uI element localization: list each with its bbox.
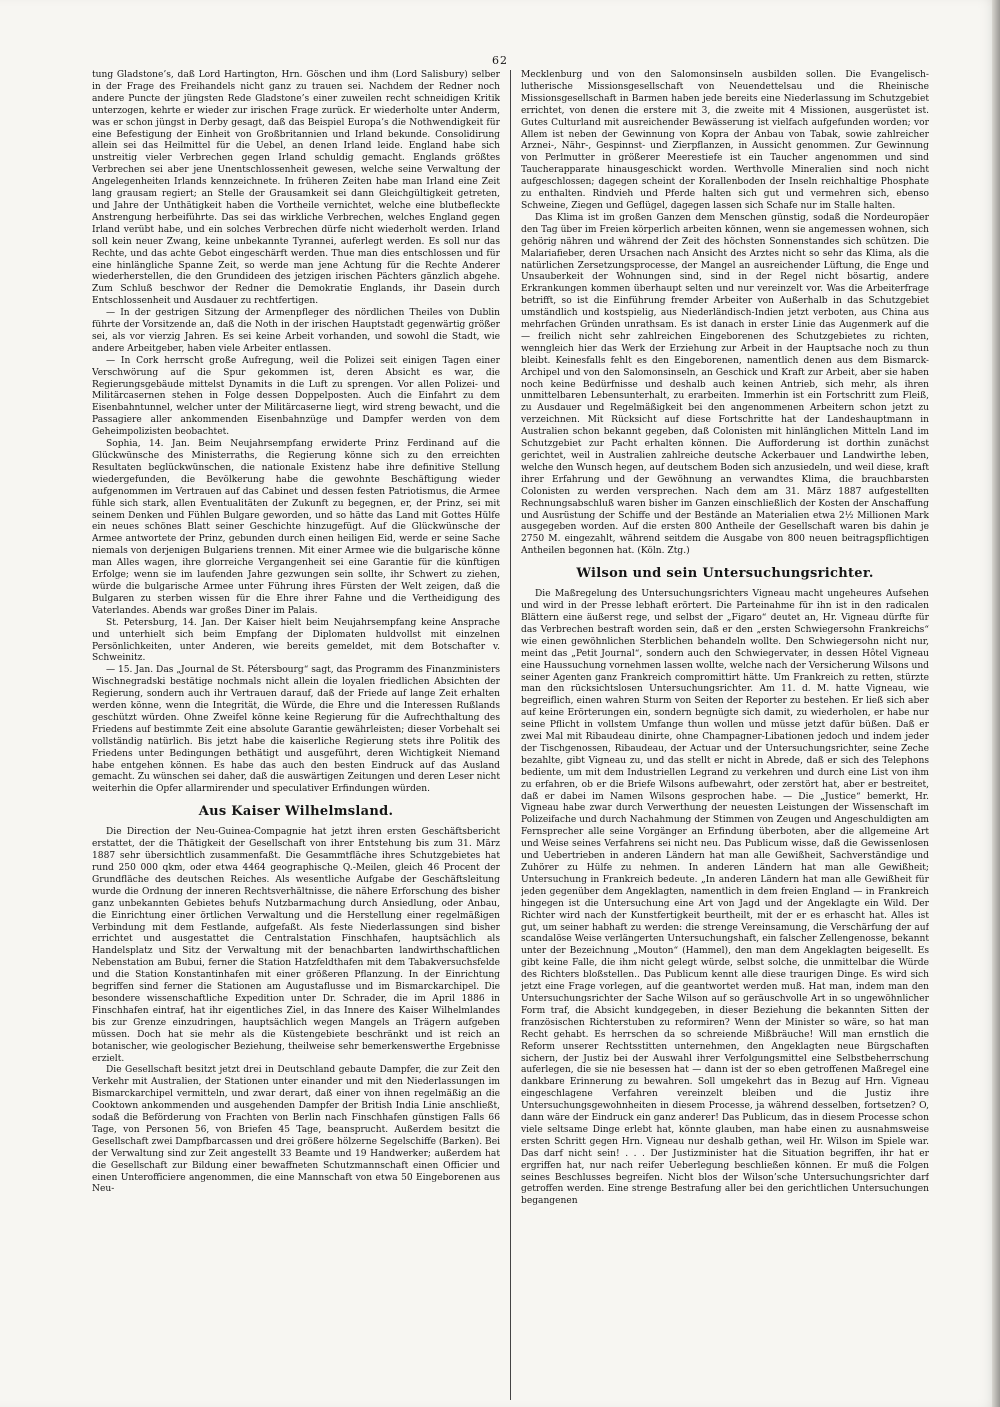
article-paragraph: Die Gesellschaft besitzt jetzt drei in Deutschland gebaute Dampfer, die zur Zeit den Verkehr mit Australien, der Stationen unter einander und mit den Niederlassungen im Bismarckarchipel vermitteln, und zwar derart, daß einer von ihnen regelmäßig an die Cooktown ankommenden und ausgehenden Dampfer der British India Linie anschließt, sodaß die Beförderung von Frachten von Berlin nach Finschhafen günstigen Falls 66 Tage, von Personen 56, von Briefen 45 Tage, beansprucht. Außerdem besitzt die Gesellschaft zwei Dampfbarcassen und drei größere hölzerne Segelschiffe (Barken). Bei der Verwaltung sind zur Zeit angestellt 33 Beamte und 19 Handwerker; außerdem hat die Gesellschaft zur Bildung einer bewaffneten Schutzmannschaft einen Officier und einen Unterofficiere angenommen, die eine Mannschaft von etwa 50 Eingeborenen aus Neu- [92, 1065, 500, 1195]
page-number: 62 [492, 54, 508, 67]
article-paragraph: tung Gladstone’s, daß Lord Hartington, Hrn. Göschen und ihm (Lord Salisbury) selber in der Frage des Freihandels nicht ganz zu trauen sei. Nachdem der Redner noch andere Puncte der jüngsten Rede Gladstone’s einer zuweilen recht schneidigen Kritik unterzogen, kehrte er wieder zur irischen Frage zurück. Er wiederholte unter Anderm, was er schon jüngst in Derby gesagt, daß das Beispiel Europa’s die Nothwendigkeit für eine Befestigung der Einheit von Großbritannien und Irland bekunde. Consolidirung allein sei das Heilmittel für die Uebel, an denen Irland leide. England habe sich unstreitig vieler Verbrechen gegen Irland schuldig gemacht. Englands größtes Verbrechen sei aber jene Unentschlossenheit gewesen, welche seine Verwaltung der Angelegenheiten Irlands kennzeichnete. In früheren Zeiten habe man Irland eine Zeit lang grausam regiert; an Stelle der Grausamkeit sei dann Gleichgültigkeit getreten, und Jahre der Unthätigkeit haben die Vortheile vernichtet, welche eine blutbefleckte Anstrengung herbeiführte. Das sei das wirkliche Verbrechen, welches England gegen Irland verübt habe, und ein solches Verbrechen dürfe nicht wiederholt werden. Irland soll kein neuer Zwang, keine unbekannte Tyrannei, auferlegt werden. Es soll nur das Rechte, und das achte Gebot eingeschärft werden. Thue man dies entschlossen und für eine hinlängliche Spanne Zeit, so werde man jene Achtung für die Rechte Anderer wiederherstellen, die den Grundideen des jetzigen irischen Pächters gänzlich abgehe. Zum Schluß beschwor der Redner die Demokratie Englands, ihr Dasein durch Entschlossenheit und Ausdauer zu rechtfertigen. [92, 70, 500, 307]
article-paragraph: St. Petersburg, 14. Jan. Der Kaiser hielt beim Neujahrsempfang keine Ansprache und unterhielt sich beim Empfang der Diplomaten huldvollst mit einzelnen Persönlichkeiten, unter Anderen, wie bereits gemeldet, mit dem Botschafter v. Schweinitz. [92, 617, 500, 664]
article-paragraph: — 15. Jan. Das „Journal de St. Pétersbourg“ sagt, das Programm des Finanzministers Wischnegradski bestätige nochmals nicht allein die loyalen friedlichen Absichten der Regierung, sondern auch ihr Vertrauen darauf, daß der Friede auf lange Zeit erhalten werden könne, wenn die Integrität, die Würde, die Ehre und die Interessen Rußlands geschützt würden. Ohne Zweifel könne keine Regierung für die Aufrechthaltung des Friedens auf bestimmte Zeit eine absolute Garantie gewährleisten; dieser Vorbehalt sei vollständig natürlich. Bis jetzt habe die kaiserliche Regierung stets ihre Politik des Friedens unter Bedingungen bethätigt und ausgeführt, deren Wichtigkeit Niemand habe entgehen können. Es habe das auch den besten Eindruck auf das Ausland gemacht. Zu wünschen sei daher, daß die auswärtigen Zeitungen und deren Leser nicht weiterhin die Opfer allarmirender und speculativer Erfindungen würden. [92, 665, 500, 795]
column-divider [510, 70, 511, 1400]
article-paragraph: — In der gestrigen Sitzung der Armenpfleger des nördlichen Theiles von Dublin führte der Vorsitzende an, daß die Noth in der irischen Hauptstadt gegenwärtig größer sei, als vor vierzig Jahren. Es sei keine Arbeit vorhanden, und sowohl die Stadt, wie andere Arbeitgeber, haben viele Arbeiter entlassen. [92, 308, 500, 354]
article-paragraph: Die Maßregelung des Untersuchungsrichters Vigneau macht ungeheures Aufsehen und wird in der Presse lebhaft erörtert. Die Parteinahme für ihn ist in den radicalen Blättern eine äußerst rege, und selbst der „Figaro“ deutet an, Hr. Vigneau dürfte für das Verbrechen bestraft worden sein, daß er den „ersten Schwiegersohn Frankreichs“ wie einen gewöhnlichen Sterblichen behandeln wollte. Den Schwiegersohn nicht nur, meint das „Petit Journal“, sondern auch den Schwiegervater, in dessen Hôtel Vigneau eine Haussuchung vornehmen lassen wollte, welche nach der Versicherung Wilsons und seiner Agenten ganz Frankreich compromittirt hätte. Um Frankreich zu retten, stürzte man den rücksichtslosen Untersuchungsrichter. Am 11. d. M. hatte Vigneau, wie begreiflich, einen wahren Sturm von Seiten der Reporter zu bestehen. Er ließ sich aber auf keine Erörterungen ein, sondern begnügte sich damit, zu wiederholen, er habe nur seine Pflicht in vollstem Umfange thun wollen und müsse jetzt dafür büßen. Daß er zwei Mal mit Ribaudeau dinirte, ohne Champagner-Libationen jedoch und indem jeder der Tischgenossen, Ribaudeau, der Actuar und der Untersuchungsrichter, seine Zeche bezahlte, gibt Vigneau zu, und das stellt er nicht in Abrede, daß er sich des Telephons bediente, um mit dem Industriellen Legrand zu verkehren und durch eine List von ihm zu erfahren, ob er die Briefe Wilsons aufbewahrt, oder zerstört hat, aber er bestreitet, daß er dabei im Namen Wilsons gesprochen habe. — Die „Justice“ bemerkt, Hr. Vigneau habe zwar durch Verwerthung der neuesten Leistungen der Wissenschaft im Polizeifache und durch Nachahmung der Stimmen von Zeugen und Angeschuldigten am Fernsprecher alle seine Vorgänger an Erfindung überboten, aber die allgemeine Art und Weise seines Verfahrens sei nicht neu. Das Publicum wisse, daß die Gewissenlosen und Uebertrieben in anderen Ländern hat man alle Gewißheit, Sachverständige und Zuhörer zu Hülfe zu nehmen. In anderen Ländern hat man alle Gewißheit; Untersuchung in Frankreich bedeute. „In anderen Ländern hat man alle Gewißheit für jeden gegenüber dem Angeklagten, namentlich in dem freien England — in Frankreich hingegen ist die Untersuchung eine Art von Jagd und der Angeklagte ein Wild. Der Richter wird nach der Kunstfertigkeit beurtheilt, mit der er es erhascht hat. Alles ist gut, um seiner habhaft zu werden: die strenge Vereinsamung, die Verschärfung der auf scandalöse Weise verlängerten Untersuchungshaft, ein falscher Zellengenosse, bekannt unter der Bezeichnung „Mouton“ (Hammel), den man dem Angeklagten beigesellt. Es gibt keine Falle, die ihm nicht gelegt würde, selbst solche, die unmittelbar die Würde des Richters bloßstellen.. Das Publicum kennt alle diese traurigen Dinge. Es wird sich jetzt eine Frage vorlegen, auf die geantwortet werden muß. Hat man, indem man den Untersuchungsrichter der Sache Wilson auf so geräuschvolle Art in so ungewöhnlicher Form traf, die Absicht kundgegeben, in dieser Beziehung die bekannten Sitten der französischen Richterstuben zu reformiren? Wenn der Minister so wäre, so hat man Recht gehabt. Es herrschen da so schreiende Mißbräuche! Will man ernstlich die Reform unserer Rechtsstitten unternehmen, den Angeklagten neue Bürgschaften sichern, der Justiz bei der Auswahl ihrer Verfolgungsmittel eine Selbstbeherrschung auferlegen, die sie nie besessen hat — dann ist der so eben getroffenen Maßregel eine dankbare Erinnerung zu bewahren. Soll umgekehrt das in Bezug auf Hrn. Vigneau eingeschlagene Verfahren vereinzelt bleiben und die Justiz ihre Untersuchungsgewohnheiten in diesem Processe, ja während desselben, fortsetzen? O, dann wäre der Eindruck ein ganz anderer! Das Publicum, das in diesem Processe schon viele seltsame Dinge erlebt hat, könnte glauben, man habe einen zu ausnahmsweise ersten Schritt gegen Hrn. Vigneau nur deshalb gethan, weil Hr. Wilson im Spiele war. Das darf nicht sein! . . . Der Justizminister hat die Situation begriffen, ihr hat er ergriffen hat, nur nach reifer Ueberlegung beschließen können. Er muß die Folgen seines Beschlusses begreifen. Nicht blos der Wilson’sche Untersuchungsrichter darf getroffen werden. Eine strenge Bestrafung aller bei den gerichtlichen Untersuchungen begangenen [521, 589, 929, 1207]
article-paragraph: Sophia, 14. Jan. Beim Neujahrsempfang erwiderte Prinz Ferdinand auf die Glückwünsche des Ministerraths, die Regierung könne sich zu den erreichten Resultaten beglückwünschen, die nationale Existenz habe ihre definitive Stellung wiedergefunden, die Bevölkerung habe die gewohnte Beschäftigung wieder aufgenommen im Vertrauen auf das Cabinet und dessen festen Patriotismus, die Armee fühle sich stark, allen Eventualitäten der Zukunft zu begegnen, er, der Prinz, sei mit seinem Denken und Fühlen Bulgare geworden, und so hätte das Land mit Gottes Hülfe ein neues schönes Blatt seiner Geschichte hinzugefügt. Auf die Glückwünsche der Armee antwortete der Prinz, gebunden durch einen heiligen Eid, werde er seine Sache niemals von derjenigen Bulgariens trennen. Mit einer Armee wie die bulgarische könne man Alles wagen, ihre glorreiche Vergangenheit sei eine Garantie für die künftigen Erfolge; wenn sie im laufenden Jahre gezwungen sein sollte, ihr Schwert zu ziehen, würde die bulgarische Armee unter Führung ihres Fürsten der Welt zeigen, daß die Bulgaren zu sterben wissen für die Ehre ihrer Fahne und die Vertheidigung des Vaterlandes. Abends war großes Diner im Palais. [92, 439, 500, 616]
left-column [92, 70, 500, 1400]
article-paragraph: Die Direction der Neu-Guinea-Compagnie hat jetzt ihren ersten Geschäftsbericht erstattet, der die Thätigkeit der Gesellschaft von ihrer Entstehung bis zum 31. März 1887 sehr übersichtlich zusammenfaßt. Die Gesammtfläche ihres Schutzgebietes hat rund 250 000 qkm, oder etwa 4464 geographische Q.-Meilen, gleich 46 Procent der Grundfläche des deutschen Reiches. Als wesentliche Aufgabe der Geschäftsleitung wurde die Ordnung der inneren Rechtsverhältnisse, die nähere Erforschung des bisher ganz unbekannten Gebietes behufs Nutzbarmachung durch Ansiedlung, oder Anbau, die Einrichtung einer örtlichen Verwaltung und die Herstellung einer regelmäßigen Verbindung mit dem Festlande, aufgefaßt. Als feste Niederlassungen sind bisher errichtet und ausgestattet die Centralstation Finschhafen, hauptsächlich als Handelsplatz und Sitz der Verwaltung mit der benachbarten landwirthschaftlichen Nebenstation am Bubui, ferner die Station Hatzfeldthafen mit dem Tabakversuchsfelde und die Station Konstantinhafen mit einer größeren Pflanzung. In der Einrichtung begriffen sind ferner die Stationen am Augustaflusse und im Bismarckarchipel. Die besondere wissenschaftliche Expedition unter Dr. Schrader, die im April 1886 in Finschhafen eintraf, hat ihr eigentliches Ziel, in das Innere des Kaiser Wilhelmlandes bis zur Grenze einzudringen, hauptsächlich wegen Mangels an Trägern aufgeben müssen. Doch hat sie mehr als die Küstengebiete beschränkt und ist reich an botanischer, wie geologischer Beziehung, theilweise sehr bemerkenswerthe Ergebnisse erzielt. [92, 827, 500, 1064]
article-paragraph: — In Cork herrscht große Aufregung, weil die Polizei seit einigen Tagen einer Verschwörung auf die Spur gekommen ist, deren Absicht es war, die Regierungsgebäude mittelst Dynamits in die Luft zu sprengen. Vor allen Polizei- und Militärcasernen stehen in Folge dessen Doppelposten. Auch die Einfahrt zu dem Eisenbahntunnel, welcher unter der Militärcaserne liegt, wird streng bewacht, und die Passagiere aller ankommenden Eisenbahnzüge und Dampfer werden von dem Geheimpolizisten beobachtet. [92, 355, 500, 438]
section-headline: Aus Kaiser Wilhelmsland. [198, 804, 394, 820]
section-headline: Wilson und sein Untersuchungsrichter. [576, 566, 874, 582]
right-column [521, 70, 929, 1400]
article-paragraph: Mecklenburg und von den Salomonsinseln ausbilden sollen. Die Evangelisch-lutherische Missionsgesellschaft von Neuendettelsau und die Rheinische Missionsgesellschaft in Barmen haben jede bereits eine Niederlassung im Schutzgebiet errichtet, von denen die erstere mit 3, die zweite mit 4 Missionen, ausgerüstet ist. Gutes Culturland mit ausreichender Bewässerung ist vielfach aufgefunden worden; vor Allem ist neben der Gewinnung von Kopra der Anbau von Tabak, sowie zahlreicher Arznei-, Nähr-, Gespinnst- und Zierpflanzen, in Aussicht genommen. Zur Gewinnung von Perlmutter in größerer Meerestiefe ist ein Taucher angenommen und sind Taucherapparate hinausgeschickt worden. Werthvolle Mineralien sind noch nicht aufgeschlossen; dagegen scheint der Korallenboden der Inseln reichhaltige Phosphate zu enthalten. Rindvieh und Pferde halten sich gut und vermehren sich, ebenso Schweine, Ziegen und Geflügel, dagegen lassen sich Schafe nur im Stalle halten. [521, 70, 929, 211]
page-edge-shadow [992, 0, 1000, 1407]
article-paragraph: Das Klima ist im großen Ganzen dem Menschen günstig, sodaß die Nordeuropäer den Tag über im Freien körperlich arbeiten können, wenn sie angemessen wohnen, sich gehörig nähren und während der Zeit des höchsten Sonnenstandes sich schützen. Die Malariafieber, deren Ursachen nach Ansicht des Arztes nicht so sehr das Klima, als die natürlichen Zersetzungsprocesse, der Mangel an ausreichender Lüftung, die Enge und Unsauberkeit der Wohnungen sind, sind in der Regel nicht bösartig, andere Erkrankungen kommen überhaupt selten und nur vereinzelt vor. Was die Arbeiterfrage betrifft, so ist die Einführung fremder Arbeiter von Außerhalb in das Schutzgebiet umständlich und kostspielig, aus Niederländisch-Indien jetzt verboten, aus China aus mehrfachen Gründen unrathsam. Es ist danach in erster Linie das Augenmerk auf die — freilich nicht sehr zahlreichen Eingeborenen des Schutzgebietes zu richten, wenngleich hier das Werk der Erziehung zur Arbeit in der Hauptsache noch zu thun bleibt. Keinesfalls fehlt es den Eingeborenen, namentlich denen aus dem Bismarck-Archipel und von den Salomonsinseln, an Geschick und Kraft zur Arbeit, aber sie haben noch keine Bedürfnisse und deshalb auch keinen Antrieb, sich mehr, als ihren unmittelbaren Lebensunterhalt, zu erarbeiten. Immerhin ist ein Fortschritt zum Fleiß, zu Ausdauer und Regelmäßigkeit bei den angenommenen Arbeitern schon jetzt zu verzeichnen. Mit Rücksicht auf diese Fortschritte hat der Landeshauptmann in Australien schon bekannt gegeben, daß Colonisten mit hinlänglichen Mitteln Land im Schutzgebiet zur Pacht erhalten können. Die Aufforderung ist dorthin zunächst gerichtet, weil in Australien zahlreiche deutsche Ackerbauer und Landwirthe leben, welche den Wunsch hegen, auf deutschem Boden sich anzusiedeln, und weil diese, kraft ihrer Erfahrung und der Gewöhnung an verwandtes Klima, die brauchbarsten Colonisten zu werden versprechen. Nach dem am 31. März 1887 aufgestellten Rechnungsabschluß waren bisher im Ganzen einschließlich der Kosten der Anschaffung und Ausrüstung der Schiffe und der Bestände an Materialien etwa 2½ Millionen Mark ausgegeben worden. Auf die ersten 800 Antheile der Gesellschaft waren bis dahin je 2750 M. eingezahlt, während seitdem die Ausgabe von 800 neuen beitragspflichtigen Antheilen begonnen hat. (Köln. Ztg.) [521, 212, 929, 557]
